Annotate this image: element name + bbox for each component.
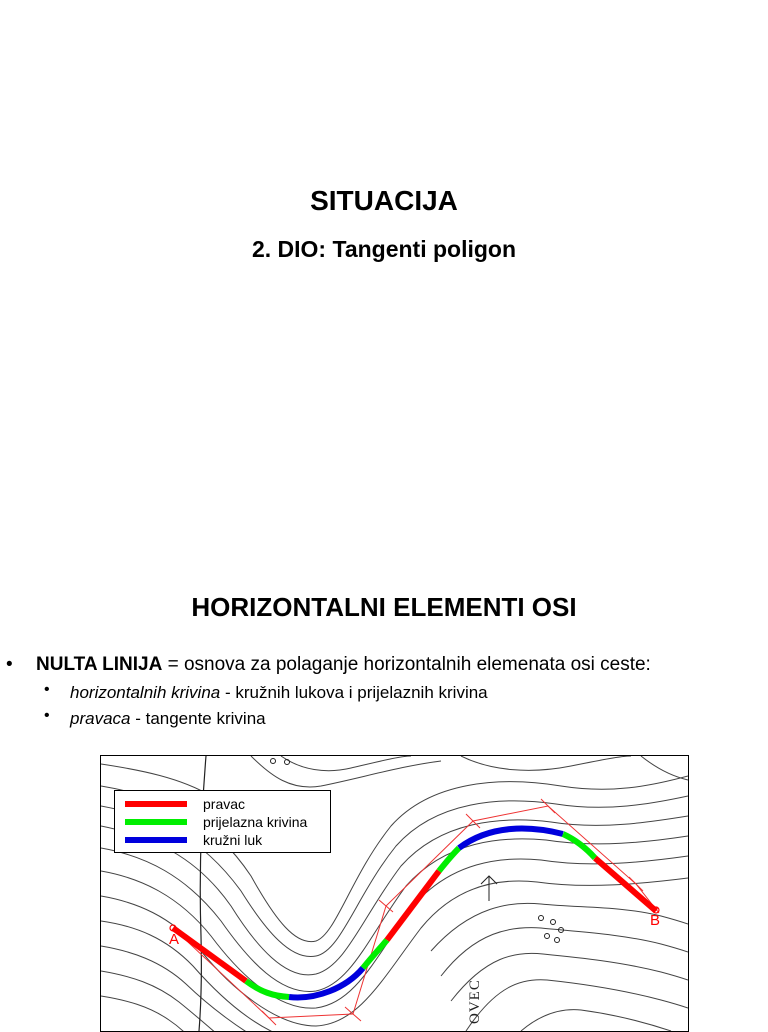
point-b-label: B [650, 912, 661, 929]
legend-swatch [125, 819, 187, 825]
sub-bullet-term: pravaca [70, 709, 131, 728]
sub-bullet-description: - kružnih lukova i prijelaznih krivina [220, 683, 488, 702]
legend-swatch [125, 801, 187, 807]
bullet-dot: • [6, 654, 13, 675]
point-a-label: A [169, 931, 180, 948]
legend-label: prijelazna krivina [203, 814, 308, 830]
contour-map-figure [100, 755, 689, 1032]
legend-item-prijelazna-krivina [115, 813, 330, 831]
slide-title: SITUACIJA [310, 185, 458, 216]
legend-item-kruzni-luk [115, 831, 330, 849]
road-segment-pravac [595, 858, 656, 911]
road-segment-prijelazna [563, 834, 595, 858]
sub-bullet-description: - tangente krivina [130, 709, 266, 728]
sub-bullet-text [70, 709, 266, 729]
map-legend [114, 790, 331, 853]
map-place-label: OVEC [467, 979, 483, 1024]
sub-bullet-dot: • [44, 681, 50, 698]
sub-bullet-term: horizontalnih krivina [70, 683, 221, 702]
legend-swatch [125, 837, 187, 843]
road-segment-prijelazna [246, 981, 289, 997]
legend-item-pravac [115, 795, 330, 813]
legend-label: pravac [203, 796, 246, 812]
bullet-text [36, 654, 651, 676]
bullet-definition: = osnova za polaganje horizontalnih elemenata osi ceste: [162, 654, 651, 675]
bullet-bold-term: NULTA LINIJA [36, 654, 163, 675]
road-segment-kruzni-luk [289, 968, 363, 997]
legend-label: kružni luk [203, 832, 263, 848]
road-segment-pravac [387, 871, 439, 940]
section-title: HORIZONTALNI ELEMENTI OSI [191, 592, 577, 622]
sub-bullet-text [70, 683, 488, 703]
peak-marker [481, 876, 497, 901]
road-segment-prijelazna [363, 940, 387, 968]
sub-bullet-dot: • [44, 707, 50, 724]
slide-subtitle: 2. DIO: Tangenti poligon [251, 236, 517, 262]
road-axis [173, 829, 656, 998]
road-segment-pravac [173, 928, 246, 981]
